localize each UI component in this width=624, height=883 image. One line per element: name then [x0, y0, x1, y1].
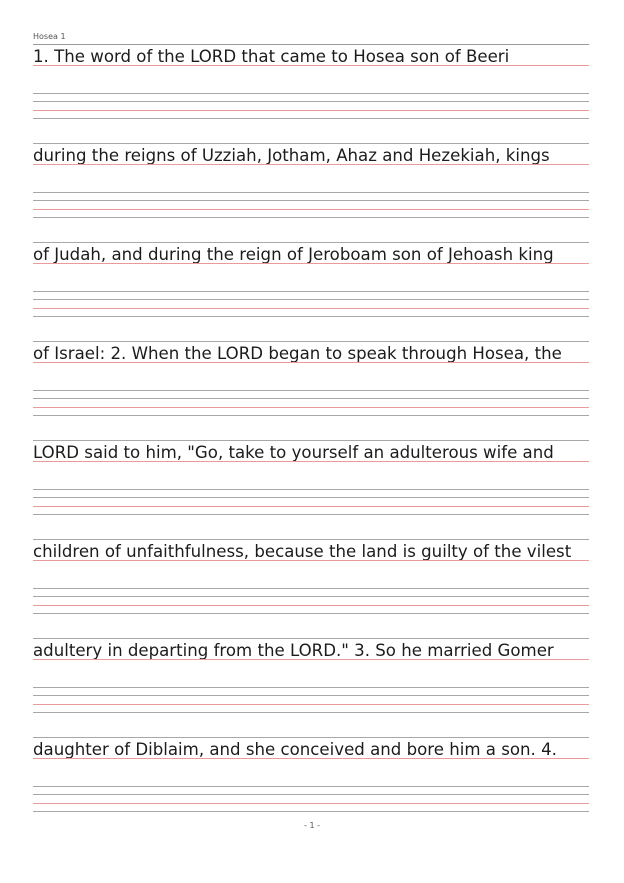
text-line-3: of Judah, and during the reign of Jeroboam son of Jehoash king: [33, 245, 554, 264]
guide-line: [33, 299, 589, 300]
baseline-red: [33, 362, 589, 363]
writing-block-4: [33, 342, 589, 441]
guide-line: [33, 794, 589, 795]
writing-block-6: [33, 540, 589, 639]
guide-line: [33, 811, 589, 812]
guide-line: [33, 398, 589, 399]
page-number: - 1 -: [304, 821, 320, 830]
baseline-red: [33, 164, 589, 165]
writing-block-5: [33, 441, 589, 540]
guide-line: [33, 489, 589, 490]
guide-line: [33, 613, 589, 614]
baseline-red: [33, 560, 589, 561]
text-line-8: daughter of Diblaim, and she conceived and bore him a son. 4.: [33, 740, 557, 759]
guide-line: [33, 687, 589, 688]
guide-line: [33, 217, 589, 218]
baseline-red: [33, 758, 589, 759]
guide-line: [33, 291, 589, 292]
text-line-5: LORD said to him, "Go, take to yourself an adulterous wife and: [33, 443, 554, 462]
writing-block-2: [33, 144, 589, 243]
guide-line-red: [33, 803, 589, 804]
guide-line-red: [33, 605, 589, 606]
guide-line-red: [33, 506, 589, 507]
text-line-6: children of unfaithfulness, because the land is guilty of the vilest: [33, 542, 572, 561]
guide-line: [33, 514, 589, 515]
writing-block-7: [33, 639, 589, 738]
baseline-red: [33, 263, 589, 264]
guide-line: [33, 200, 589, 201]
writing-block-1: [33, 45, 589, 144]
guide-line-red: [33, 209, 589, 210]
guide-line: [33, 192, 589, 193]
guide-line: [33, 93, 589, 94]
guide-line: [33, 497, 589, 498]
guide-line-red: [33, 110, 589, 111]
text-line-7: adultery in departing from the LORD." 3. So he married Gomer: [33, 641, 554, 660]
text-line-2: during the reigns of Uzziah, Jotham, Ahaz and Hezekiah, kings: [33, 146, 550, 165]
baseline-red: [33, 659, 589, 660]
guide-line-red: [33, 407, 589, 408]
guide-line: [33, 596, 589, 597]
guide-line: [33, 415, 589, 416]
guide-line: [33, 712, 589, 713]
guide-line: [33, 118, 589, 119]
guide-line: [33, 588, 589, 589]
guide-line-red: [33, 308, 589, 309]
text-line-1: 1. The word of the LORD that came to Hosea son of Beeri: [33, 47, 510, 66]
guide-line: [33, 695, 589, 696]
page-header-label: Hosea 1: [33, 32, 66, 41]
writing-block-3: [33, 243, 589, 342]
text-line-4: of Israel: 2. When the LORD began to speak through Hosea, the: [33, 344, 562, 363]
guide-line-red: [33, 704, 589, 705]
baseline-red: [33, 65, 589, 66]
guide-line: [33, 786, 589, 787]
baseline-red: [33, 461, 589, 462]
guide-line: [33, 316, 589, 317]
guide-line: [33, 390, 589, 391]
guide-line: [33, 101, 589, 102]
